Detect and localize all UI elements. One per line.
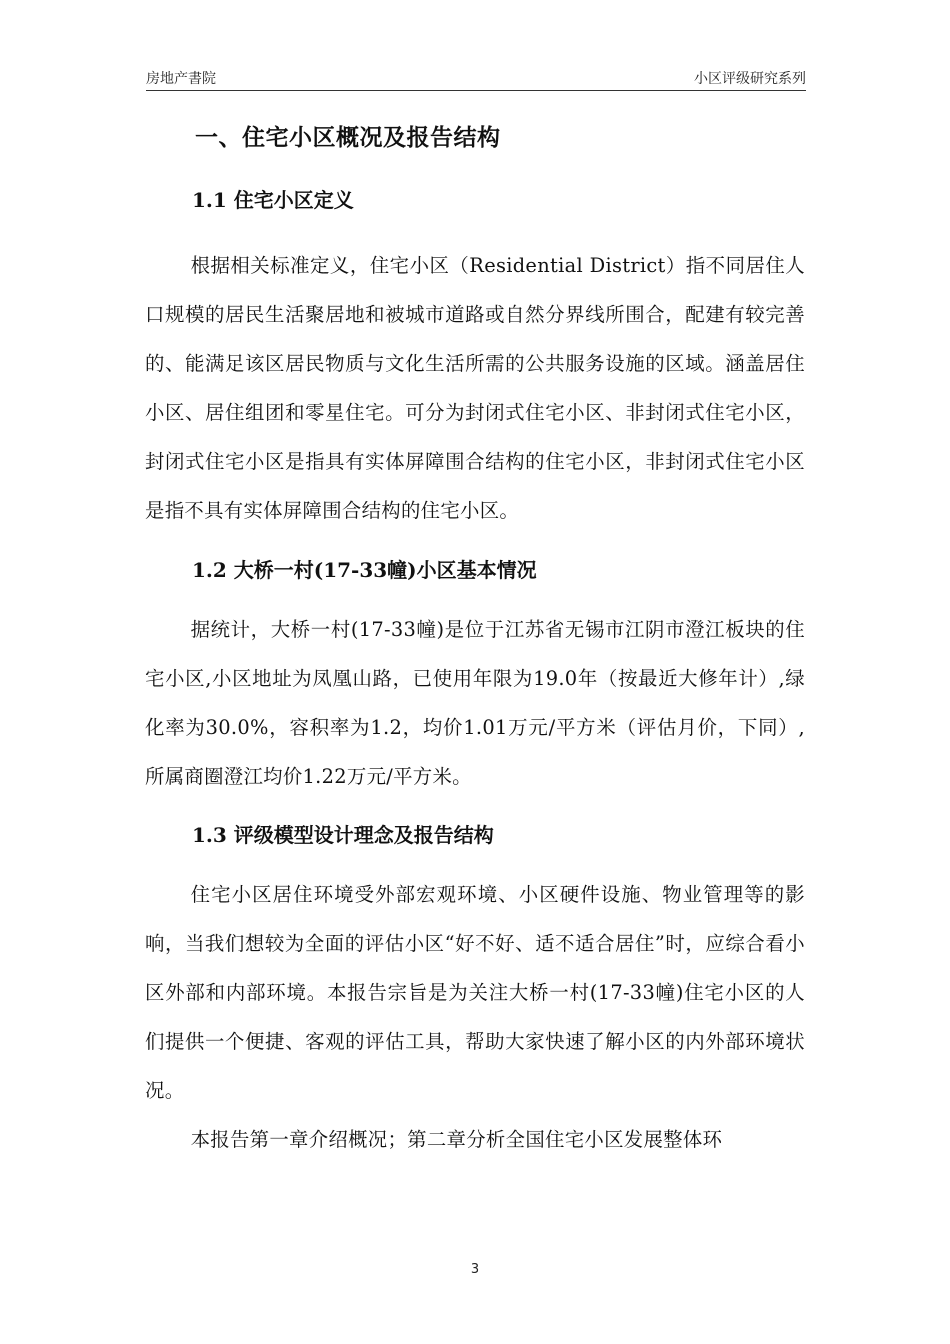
page-number: 3 bbox=[470, 1262, 480, 1277]
section-1-3-paragraph-2: 本报告第一章介绍概况；第二章分析全国住宅小区发展整体环 bbox=[190, 1128, 723, 1152]
section-1-2-paragraph: 据统计，大桥一村(17-33幢)是位于江苏省无锡市江阴市澄江板块的住宅小区,小区地址为凤凰山路，已使用年限为19.0年（按最近大修年计）,绿化率为30.0%，容积率为1.2，均价1.01万元/平方米（评估月价，下同）,所属商圈澄江均价1.22万元/平方米。 bbox=[145, 617, 805, 788]
section-1-3-paragraph-1: 住宅小区居住环境受外部宏观环境、小区硬件设施、物业管理等的影响，当我们想较为全面的评估小区“好不好、适不适合居住”时，应综合看小区外部和内部环境。本报告宗旨是为关注大桥一村(17-33幢)住宅小区的人们提供一个便捷、客观的评估工具，帮助大家快速了解小区的内外部环境状况。 bbox=[145, 882, 805, 1103]
section-heading-1-1: 1.1 住宅小区定义 bbox=[192, 188, 354, 212]
header-series: 小区评级研究系列 bbox=[694, 71, 806, 87]
section-heading-1-2: 1.2 大桥一村(17-33幢)小区基本情况 bbox=[192, 557, 537, 582]
chapter-title: 一、住宅小区概况及报告结构 bbox=[195, 124, 501, 151]
document-body bbox=[145, 118, 805, 1165]
section-1-1-paragraph: 根据相关标准定义，住宅小区（Residential District）指不同居住人口规模的居民生活聚居地和被城市道路或自然分界线所围合，配建有较完善的、能满足该区居民物质与文化生活所需的公共服务设施的区域。涵盖居住小区、居住组团和零星住宅。可分为封闭式住宅小区、非封闭式住宅小区，封闭式住宅小区是指具有实体屏障围合结构的住宅小区，非封闭式住宅小区是指不具有实体屏障围合结构的住宅小区。 bbox=[145, 254, 805, 523]
header-publisher: 房地产書院 bbox=[146, 71, 216, 87]
section-heading-1-3: 1.3 评级模型设计理念及报告结构 bbox=[192, 822, 494, 847]
page-header bbox=[146, 66, 806, 91]
